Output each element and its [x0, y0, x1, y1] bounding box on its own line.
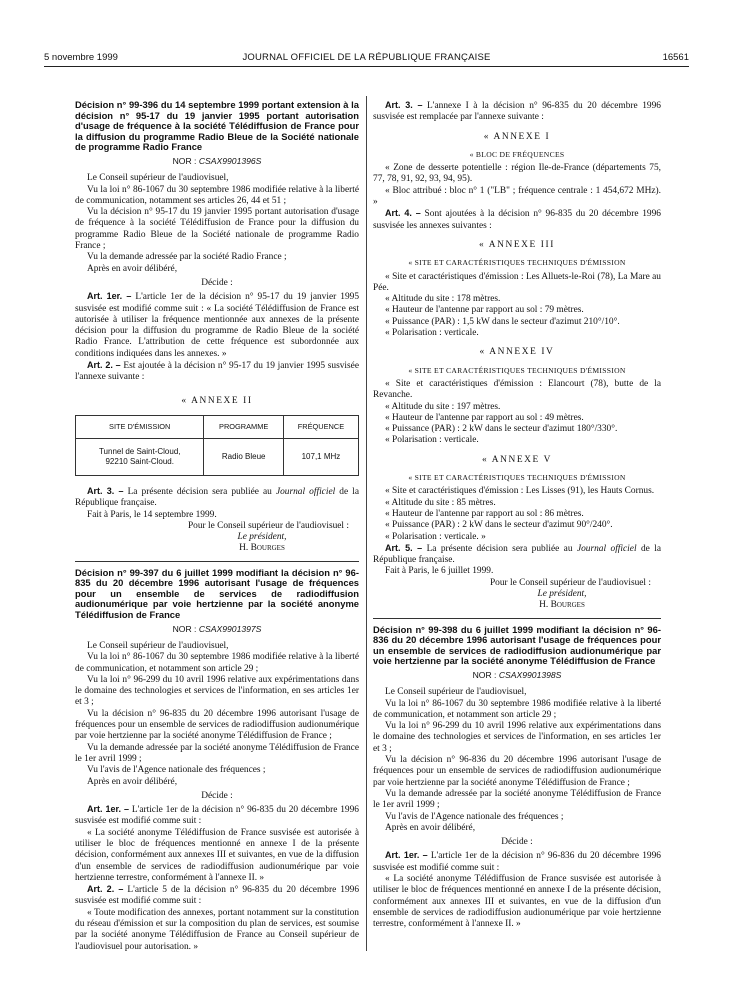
paragraph: « Polarisation : verticale. » — [385, 531, 486, 542]
article: Art. 5. – La présente décision sera publiée au Journal officiel de la République française. — [373, 542, 661, 566]
column-header: SITE D'ÉMISSION — [76, 415, 204, 438]
nor-reference: NOR : CSAX9901396S — [172, 155, 262, 166]
paragraph: « Hauteur de l'antenne par rapport au sol : 86 mètres. — [385, 508, 584, 519]
paragraph: « Hauteur de l'antenne par rapport au sol : 49 mètres. — [385, 412, 584, 423]
signatory: H. Bourges — [539, 600, 585, 611]
paragraph: Vu la loi n° 96-299 du 10 avril 1996 relative aux expérimentations dans le domaine des technologies et services de l'information, en ses articles 1er et 3 ; — [373, 721, 661, 754]
paragraph: Après en avoir délibéré, — [87, 776, 178, 787]
paragraph: « Polarisation : verticale. — [385, 328, 479, 339]
column-header: FRÉQUENCE — [283, 415, 358, 438]
nor-reference: NOR : CSAX9901397S — [172, 623, 262, 634]
column-header: PROGRAMME — [204, 415, 283, 438]
paragraph: Vu la loi n° 86-1067 du 30 septembre 1986 modifiée relative à la liberté de communication, notamment ses articles 26, 44 et 51 ; — [75, 184, 359, 206]
annexe-subheading: « SITE ET CARACTÉRISTIQUES TECHNIQUES D'ÉMISSION — [408, 258, 626, 268]
left-column — [75, 100, 359, 953]
page-number: 16561 — [662, 52, 689, 63]
paragraph: Vu l'avis de l'Agence nationale des fréquences ; — [385, 811, 564, 822]
article: Art. 1er. – L'article 1er de la décision n° 95-17 du 19 janvier 1995 susvisée est modifié comme suit : « La société Télédiffusion de France est autorisée à utiliser la fréquence mentionnée aux annexes de la présente décision pour la diffusion du programme de Radio Bleue de la société Radio France. L'attribution de cette fréquence est subordonnée aux conditions indiquées dans les annexes. » — [75, 291, 360, 359]
paragraph: Vu la demande adressée par la société Radio France ; — [87, 252, 287, 263]
journal-title: JOURNAL OFFICIEL DE LA RÉPUBLIQUE FRANÇAISE — [242, 52, 491, 63]
paragraph: Vu la demande adressée par la société anonyme Télédiffusion de France le 1er avril 1999 ; — [373, 788, 661, 811]
article: Art. 3. – La présente décision sera publiée au Journal officiel de la République française. — [75, 485, 359, 509]
fait-a-paris: Fait à Paris, le 14 septembre 1999. — [87, 509, 217, 520]
paragraph: Vu la loi n° 86-1067 du 30 septembre 1986 modifiée relative à la liberté de communication, et notamment son article 29 ; — [373, 698, 661, 720]
decision-title: Décision n° 99-397 du 6 juillet 1999 modifiant la décision n° 96-835 du 20 décembre 1996 autorisant l'usage de fréquences pour un ensemble de services de radiodiffusion audionumérique par voie hertzienne par la société anonyme Télédiffusion de France — [75, 566, 359, 621]
decide-heading: Décide : — [201, 790, 233, 801]
article: Art. 4. – Sont ajoutées à la décision n° 96-835 du 20 décembre 1996 susvisée les annexes suivantes : — [373, 208, 661, 231]
paragraph: Vu la demande adressée par la société anonyme Télédiffusion de France le 1er avril 1999 ; — [75, 742, 359, 764]
article: Art. 2. – L'article 5 de la décision n° 96-835 du 20 décembre 1996 susvisée est modifié comme suit : — [75, 884, 360, 907]
paragraph: « Site et caractéristiques d'émission : Les Alluets-le-Roi (78), La Mare au Pée. — [373, 271, 661, 293]
paragraph: « Altitude du site : 178 mètres. — [385, 294, 501, 305]
annexe-subheading: « BLOC DE FRÉQUENCES — [469, 149, 565, 159]
paragraph: Vu la décision n° 96-836 du 20 décembre 1996 autorisant l'usage de fréquences pour un ensemble de services de radiodiffusion audionumérique par voie hertzienne par la société anonyme Télédiffusion de France ; — [373, 755, 661, 788]
issue-date: 5 novembre 1999 — [44, 52, 118, 63]
decision-title: Décision n° 99-398 du 6 juillet 1999 modifiant la décision n° 96-836 du 20 décembre 1996 autorisant l'usage de fréquences pour un ensemble de services de radiodiffusion audionumérique par voie hertzienne par la société anonyme Télédiffusion de France — [373, 623, 661, 667]
paragraph: « Puissance (PAR) : 2 kW dans le secteur d'azimut 90°/240°. — [385, 520, 613, 531]
paragraph: Vu la loi n° 86-1067 du 30 septembre 1986 modifiée relative à la liberté de communication, et notamment son article 29 ; — [75, 652, 359, 674]
signatory: H. Bourges — [239, 543, 285, 554]
annexe-heading: « ANNEXE I — [483, 131, 551, 142]
paragraph: Le Conseil supérieur de l'audiovisuel, — [385, 687, 527, 698]
paragraph: « Site et caractéristiques d'émission : Elancourt (78), butte de la Revanche. — [373, 378, 661, 401]
signature-line: Pour le Conseil supérieur de l'audiovisuel : — [489, 577, 651, 588]
paragraph: « Bloc attribué : bloc n° 1 ("LB" ; fréquence centrale : 1 454,672 MHz). » — [373, 185, 661, 208]
annexe-subheading: « SITE ET CARACTÉRISTIQUES TECHNIQUES D'ÉMISSION — [408, 473, 626, 483]
paragraph: Après en avoir délibéré, — [87, 263, 178, 274]
annexe-heading: « ANNEXE V — [482, 454, 552, 465]
decision-separator — [373, 618, 661, 619]
paragraph: « Zone de desserte potentielle : région Ile-de-France (départements 75, 77, 78, 91, 92, 93, 94, 95). — [373, 163, 661, 185]
annexe-heading: « ANNEXE IV — [479, 347, 555, 358]
signature-line: Pour le Conseil supérieur de l'audiovisuel : — [187, 520, 349, 531]
paragraph: Le Conseil supérieur de l'audiovisuel, — [87, 640, 229, 651]
decide-heading: Décide : — [501, 837, 533, 848]
paragraph: « Site et caractéristiques d'émission : Les Lisses (91), les Hauts Cornus. — [385, 486, 655, 497]
paragraph: Vu la décision n° 96-835 du 20 décembre 1996 autorisant l'usage de fréquences pour un ensemble de services de radiodiffusion audionumérique par voie hertzienne par la société anonyme Télédiffusion de France ; — [75, 708, 359, 742]
nor-reference: NOR : CSAX9901398S — [472, 669, 562, 680]
paragraph: Vu la décision n° 95-17 du 19 janvier 1995 portant autorisation d'usage de fréquence à la société Télédiffusion de France pour la diffusion du programme Radio Bleue de la Société nationale de programme Radio France ; — [75, 207, 359, 252]
table-row — [76, 438, 359, 475]
article: Art. 1er. – L'article 1er de la décision n° 96-836 du 20 décembre 1996 susvisée est modifié comme suit : — [373, 850, 661, 873]
paragraph: « Altitude du site : 197 mètres. — [385, 401, 501, 412]
header-rule — [44, 66, 689, 67]
annexe-subheading: « SITE ET CARACTÉRISTIQUES TECHNIQUES D'ÉMISSION — [408, 365, 626, 375]
right-column — [373, 100, 661, 930]
annexe-heading: « ANNEXE II — [181, 395, 253, 406]
paragraph: « Altitude du site : 85 mètres. — [385, 497, 496, 508]
frequency-table — [75, 415, 359, 476]
article-quote: « La société anonyme Télédiffusion de France susvisée est autorisée à utiliser le bloc de fréquences mentionné en annexe I de la présente décision, conformément aux annexes III et suivantes, en vue de la diffusion d'un ensemble de services de radiodiffusion audionumérique par voie hertzienne terrestre, conformément à l'annexe II. » — [373, 874, 661, 930]
annexe-heading: « ANNEXE III — [479, 239, 555, 250]
column-divider — [366, 96, 367, 951]
article-quote: « La société anonyme Télédiffusion de France susvisée est autorisée à utiliser le bloc de fréquences mentionné en annexe I de la présente décision, conformément aux annexes III et suivantes, en vue de la diffusion d'un ensemble de services de radiodiffusion audionumérique par voie hertzienne terrestre, conformément à l'annexe II. » — [75, 827, 359, 883]
decide-heading: Décide : — [201, 277, 233, 288]
article: Art. 1er. – L'article 1er de la décision n° 96-835 du 20 décembre 1996 susvisée est modifié comme suit : — [75, 804, 359, 827]
table-cell: Tunnel de Saint-Cloud, 92210 Saint-Cloud. — [76, 438, 204, 475]
paragraph: Après en avoir délibéré, — [385, 822, 476, 833]
paragraph: Vu l'avis de l'Agence nationale des fréquences ; — [87, 765, 266, 776]
paragraph: Vu la loi n° 96-299 du 10 avril 1996 relative aux expérimentations dans le domaine des technologies et services de l'information, en ses articles 1er et 3 ; — [75, 674, 359, 708]
article-quote: « Toute modification des annexes, portant notamment sur la constitution du réseau d'émission et sur la composition du plan de services, est soumise par la société anonyme Télédiffusion de France au Conseil supérieur de l'audiovisuel pour autorisation. » — [75, 907, 359, 952]
paragraph: « Puissance (PAR) : 1,5 kW dans le secteur d'azimut 210°/10°. — [385, 316, 620, 327]
signature-title: Le président, — [237, 532, 287, 543]
fait-a-paris: Fait à Paris, le 6 juillet 1999. — [385, 566, 494, 577]
paragraph: « Polarisation : verticale. — [385, 435, 479, 446]
decision-title: Décision n° 99-396 du 14 septembre 1999 portant extension à la décision n° 95-17 du 19 janvier 1995 portant autorisation d'usage de fréquence à la société Télédiffusion de France pour la diffusion du programme Radio Bleue de la Société nationale de programme Radio France — [75, 99, 359, 153]
paragraph: « Hauteur de l'antenne par rapport au sol : 79 mètres. — [385, 305, 584, 316]
table-cell: 107,1 MHz — [283, 438, 358, 475]
signature-title: Le président, — [537, 588, 587, 599]
article: Art. 3. – L'annexe I à la décision n° 96-835 du 20 décembre 1996 susvisée est remplacée par l'annexe suivante : — [373, 100, 661, 123]
table-cell: Radio Bleue — [204, 438, 283, 475]
paragraph: « Puissance (PAR) : 2 kW dans le secteur d'azimut 180°/330°. — [385, 424, 618, 435]
decision-separator — [75, 561, 359, 562]
paragraph: Le Conseil supérieur de l'audiovisuel, — [87, 173, 229, 184]
article: Art. 2. – Est ajoutée à la décision n° 95-17 du 19 janvier 1995 susvisée l'annexe suivante : — [75, 360, 359, 383]
